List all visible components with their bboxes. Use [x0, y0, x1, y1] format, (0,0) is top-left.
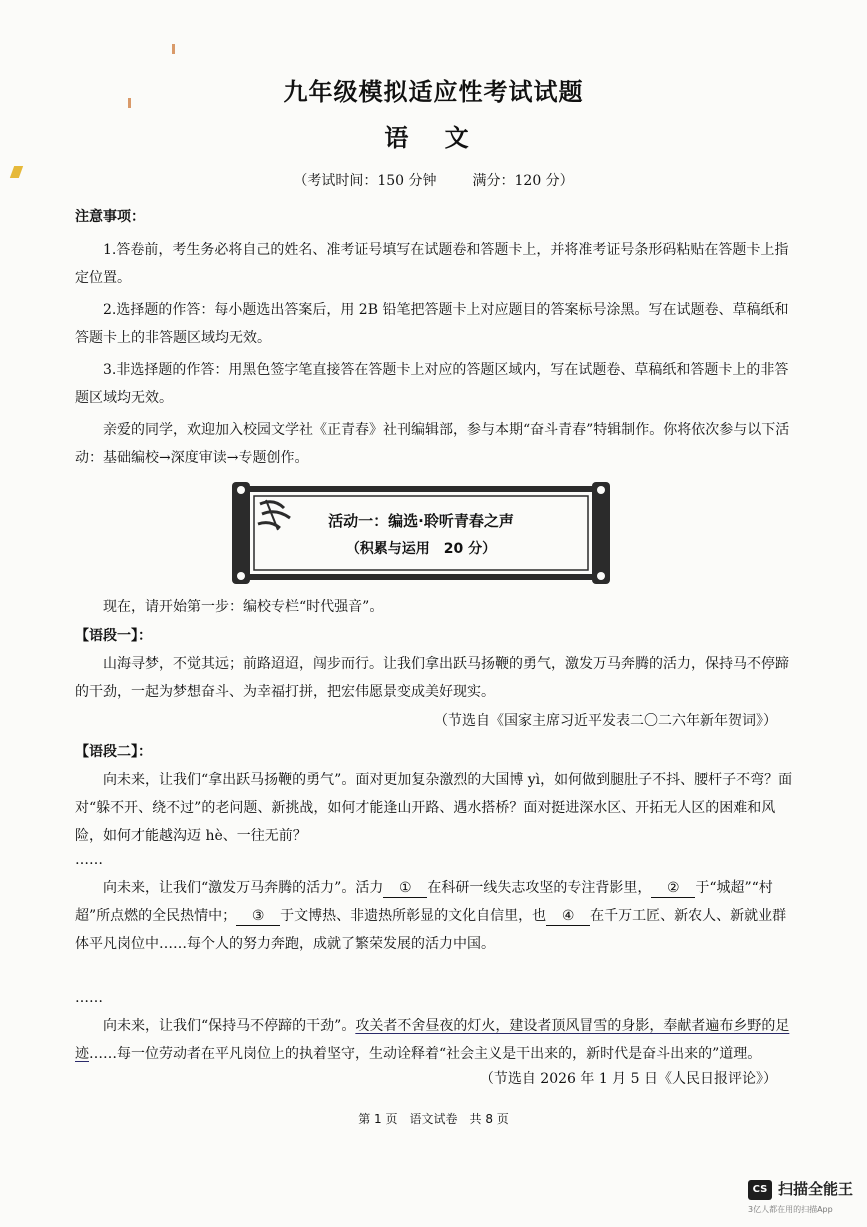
- page-title: 九年级模拟适应性考试试题: [283, 78, 584, 106]
- activity-subtitle: （积累与运用 20 分）: [345, 541, 497, 557]
- notes-heading: 注意事项：: [75, 209, 145, 225]
- page-footer: 第 1 页 语文试卷 共 8 页: [358, 1112, 509, 1126]
- scanner-tagline: 3亿人都在用的扫描App: [748, 1205, 833, 1214]
- blank-4: ④: [546, 907, 590, 926]
- intro-paragraph: 亲爱的同学，欢迎加入校园文学社《正青春》社刊编辑部，参与本期“奋斗青春”特辑制作。你将依次参与以下活动：基础编校→深度审读→专题创作。: [75, 422, 790, 466]
- note-item-3: 3.非选择题的作答：用黑色签字笔直接答在答题卡上对应的答题区域内，写在试题卷、草稿纸和答题卡上的非答题区域均无效。: [75, 362, 789, 406]
- activity-banner: [230, 480, 612, 586]
- para3-text-b: ……每一位劳动者在平凡岗位上的执着坚守，生动诠释着“社会主义是干出来的，新时代是奋斗出来的”道理。: [89, 1046, 762, 1062]
- para2-text-c: 于“城超”“村超”所点燃的全民热情中；: [75, 880, 773, 924]
- section2-source: （节选自 2026 年 1 月 5 日《人民日报评论》）: [479, 1071, 777, 1087]
- blank-3: ③: [236, 907, 280, 926]
- para2-text-a: 向未来，让我们“激发万马奔腾的活力”。活力: [103, 880, 384, 896]
- step-instruction: 现在，请开始第一步：编校专栏“时代强音”。: [103, 599, 384, 615]
- para2-text-d: 于文博热、非遗热所彰显的文化自信里，也: [280, 908, 547, 924]
- section1-heading: 【语段一】：: [75, 628, 152, 644]
- section2-para1: 向未来，让我们“拿出跃马扬鞭的勇气”。面对更加复杂激烈的大国博 yì，如何做到腿肚子不抖、腰杆子不弯？面对“躲不开、绕不过”的老问题、新挑战，如何才能逢山开路、遇水搭桥？面对挺进深水区、开拓无人区的困难和风险，如何才能越沟迈 hè、一往无前？: [75, 772, 793, 844]
- section2-para3: [75, 1012, 795, 1068]
- para2-text-b: 在科研一线失志攻坚的专注背影里，: [427, 880, 652, 896]
- note-item-2: 2.选择题的作答：每小题选出答案后，用 2B 铅笔把答题卡上对应题目的答案标号涂黑。写在试题卷、草稿纸和答题卡上的非答题区域均无效。: [75, 302, 789, 346]
- exam-score: 满分：120 分）: [472, 173, 574, 189]
- scanner-watermark: [748, 1176, 858, 1220]
- highlighter-mark: [172, 44, 175, 54]
- activity-title: 活动一：编选·聆听青春之声: [328, 512, 514, 530]
- exam-time: （考试时间：150 分钟: [293, 173, 437, 189]
- ellipsis: ……: [75, 990, 103, 1006]
- para2-text-e: 在千万工匠、新农人、新就业群体平凡岗位中……每个人的努力奔跑，成就了繁荣发展的活力中国。: [75, 908, 787, 952]
- underlined-sentence: 攻关者不舍昼夜的灯火，建设者顶风冒雪的身影，奉献者遍布乡野的足迹: [75, 1018, 790, 1062]
- section2-heading: 【语段二】：: [75, 744, 152, 760]
- blank-2: ②: [651, 879, 695, 898]
- note-item-1: 1.答卷前，考生务必将自己的姓名、准考证号填写在试题卷和答题卡上，并将准考证号条形码粘贴在答题卡上指定位置。: [75, 242, 789, 286]
- scroll-frame-graphic: [230, 480, 612, 586]
- para3-text-a: 向未来，让我们“保持马不停蹄的干劲”。: [103, 1018, 356, 1034]
- scanner-app-name: 扫描全能王: [778, 1180, 854, 1198]
- scanner-logo-icon: CS: [748, 1180, 772, 1200]
- subject-title: 语 文: [384, 124, 483, 152]
- section1-source: （节选自《国家主席习近平发表二〇二六年新年贺词》）: [434, 713, 777, 729]
- blank-1: ①: [383, 879, 427, 898]
- ellipsis: ……: [75, 852, 103, 868]
- section2-para2: [75, 874, 795, 958]
- exam-info: [0, 170, 867, 190]
- section1-text: 山海寻梦，不觉其远；前路迢迢，闯步而行。让我们拿出跃马扬鞭的勇气，激发万马奔腾的活力，保持马不停蹄的干劲，一起为梦想奋斗、为幸福打拼，把宏伟愿景变成美好现实。: [75, 656, 789, 700]
